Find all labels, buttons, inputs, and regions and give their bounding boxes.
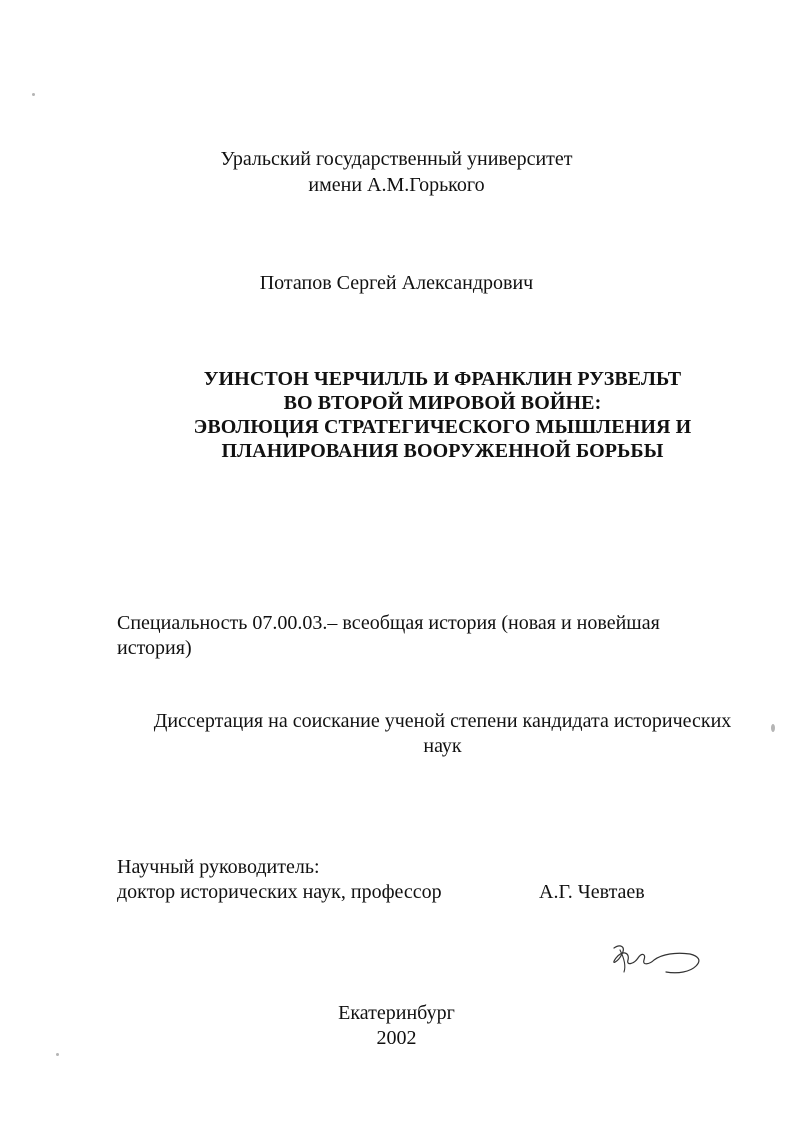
specialty-line-1: Специальность 07.00.03.– всеобщая история (новая и новейшая [117,612,660,634]
thesis-title-line-3: ЭВОЛЮЦИЯ СТРАТЕГИЧЕСКОГО МЫШЛЕНИЯ И [193,416,692,438]
university-dedication: имени А.М.Горького [308,174,485,196]
scan-speck [56,1053,59,1056]
dissertation-line-1: Диссертация на соискание ученой степени кандидата исторических [153,710,732,732]
city: Екатеринбург [338,1002,455,1024]
thesis-title-line-1: УИНСТОН ЧЕРЧИЛЛЬ И ФРАНКЛИН РУЗВЕЛЬТ [203,368,682,390]
scan-speck [32,93,35,96]
year: 2002 [376,1027,417,1049]
university-name: Уральский государственный университет [220,148,573,170]
author-name: Потапов Сергей Александрович [259,272,534,294]
scan-speck [771,724,775,732]
supervisor-signature [606,940,706,980]
thesis-title-line-2: ВО ВТОРОЙ МИРОВОЙ ВОЙНЕ: [283,392,602,414]
thesis-title-line-4: ПЛАНИРОВАНИЯ ВООРУЖЕННОЙ БОРЬБЫ [221,440,664,462]
supervisor-name: А.Г. Чевтаев [539,881,645,903]
specialty-line-2: история) [117,637,192,659]
supervisor-label: Научный руководитель: [117,856,320,878]
dissertation-line-2: наук [423,735,462,757]
supervisor-credentials: доктор исторических наук, профессор [117,881,442,903]
